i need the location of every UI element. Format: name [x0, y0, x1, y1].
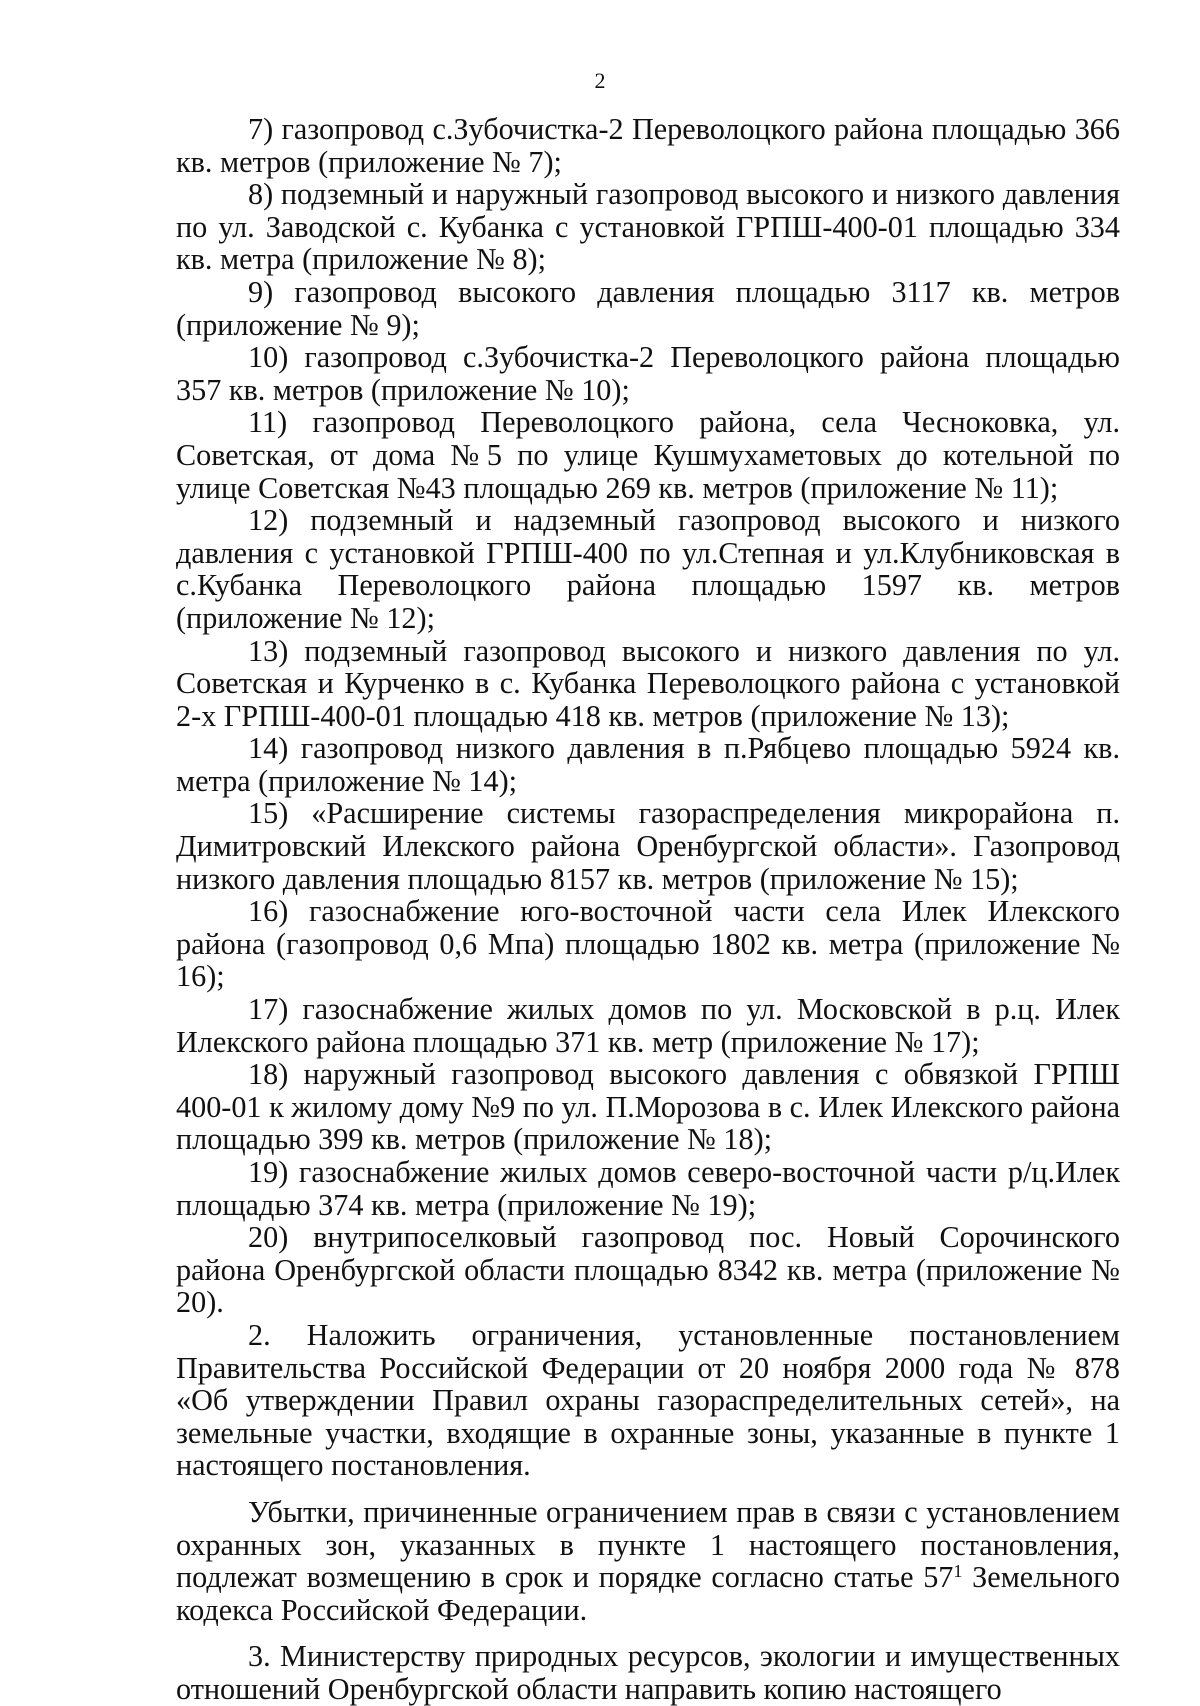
- document-body: [176, 113, 1120, 1706]
- list-item-17: 17) газоснабжение жилых домов по ул. Московской в р.ц. Илек Илекского района площадью 371 кв. метр (приложение № 17);: [176, 992, 1120, 1059]
- list-item-10: 10) газопровод с.Зубочистка-2 Переволоцкого района площадью 357 кв. метров (приложение № 10);: [176, 340, 1120, 407]
- list-item-20: 20) внутрипоселковый газопровод пос. Новый Сорочинского района Оренбургской области площадью 8342 кв. метра (приложение № 20).: [176, 1220, 1120, 1320]
- list-item-16: 16) газоснабжение юго-восточной части села Илек Илекского района (газопровод 0,6 Мпа) площадью 1802 кв. метра (приложение № 16);: [176, 894, 1120, 994]
- list-item-9: 9) газопровод высокого давления площадью 3117 кв. метров (приложение № 9);: [176, 274, 1120, 342]
- point-2-paragraph: 2. Наложить ограничения, установленные постановлением Правительства Российской Федерации от 20 ноября 2000 года № 878 «Об утверждении Правил охраны газораспределительных сетей», на земельные участки, входящие в охранные зоны, указанные в пункте 1 настоящего постановления.: [176, 1317, 1120, 1483]
- point-3-paragraph: 3. Министерству природных ресурсов, экологии и имущественных отношений Оренбургской области направить копию настоящего: [176, 1639, 1120, 1706]
- list-item-19: 19) газоснабжение жилых домов северо-восточной части р/ц.Илек площадью 374 кв. метра (приложение № 19);: [176, 1155, 1120, 1222]
- list-item-7: 7) газопровод с.Зубочистка-2 Переволоцкого района площадью 366 кв. метров (приложение № 7);: [176, 112, 1120, 179]
- losses-text-before: Убытки, причиненные ограничением прав в связи с установлением охранных зон, указанных в пункте 1 настоящего постановления, подлежат возмещению в срок и порядке согласно статье 57: [176, 1494, 1120, 1595]
- list-item-12: 12) подземный и надземный газопровод высокого и низкого давления с установкой ГРПШ-400 по ул.Степная и ул.Клубниковская в с.Кубанка Переволоцкого района площадью 1597 кв. метров (приложение № 12);: [176, 503, 1120, 635]
- losses-text-after: Земельного кодекса Российской Федерации.: [176, 1560, 1120, 1627]
- list-item-8: 8) подземный и наружный газопровод высокого и низкого давления по ул. Заводской с. Кубанка с установкой ГРПШ-400-01 площадью 334 кв. метра (приложение № 8);: [176, 177, 1120, 277]
- losses-paragraph: [176, 1496, 1120, 1626]
- list-item-11: 11) газопровод Переволоцкого района, села Чесноковка, ул. Советская, от дома №5 по улице Кушмухаметовых до котельной по улице Советская №43 площадью 269 кв. метров (приложение № 11);: [176, 405, 1120, 505]
- page-number: 2: [594, 68, 606, 93]
- list-item-18: 18) наружный газопровод высокого давления с обвязкой ГРПШ 400-01 к жилому дому №9 по ул. П.Морозова в с. Илек Илекского района площадью 399 кв. метров (приложение № 18);: [176, 1057, 1120, 1157]
- list-item-14: 14) газопровод низкого давления в п.Рябцево площадью 5924 кв. метра (приложение № 14);: [176, 731, 1120, 798]
- list-item-13: 13) подземный газопровод высокого и низкого давления по ул. Советская и Курченко в с. Кубанка Переволоцкого района с установкой 2-х ГРПШ-400-01 площадью 418 кв. метров (приложение № 13);: [176, 633, 1120, 733]
- article-superscript: 1: [953, 1561, 963, 1582]
- list-item-15: 15) «Расширение системы газораспределения микрорайона п. Димитровский Илекского района Оренбургской области». Газопровод низкого давления площадью 8157 кв. метров (приложение № 15);: [176, 796, 1120, 896]
